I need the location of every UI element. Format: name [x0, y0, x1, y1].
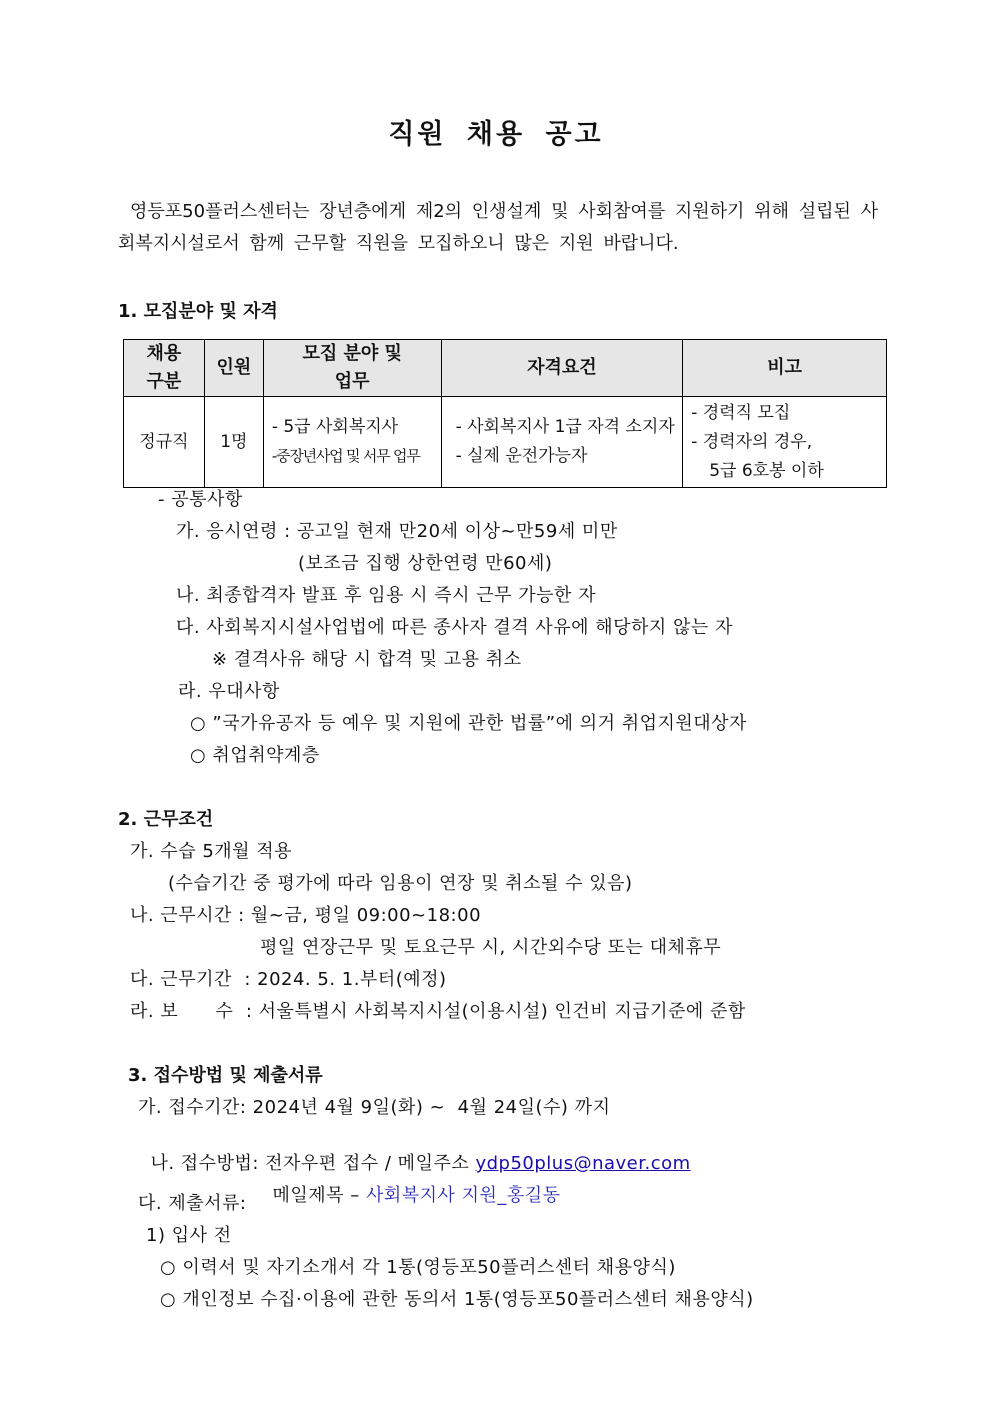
document-item: ○ 이력서 및 자기소개서 각 1통(영등포50플러스센터 채용양식) — [160, 1257, 676, 1278]
page-title: 직원 채용 공고 — [388, 119, 604, 150]
common-item: (보조금 집행 상한연령 만60세) — [298, 553, 553, 574]
common-label: - 공통사항 — [158, 489, 243, 510]
preference-item: ○ 취업취약계층 — [190, 745, 320, 766]
section-2-heading: 2. 근무조건 — [118, 809, 214, 830]
common-item: 다. 사회복지시설사업법에 따른 종사자 결격 사유에 해당하지 않는 자 — [176, 617, 733, 638]
documents-label: 다. 제출서류: — [138, 1193, 247, 1214]
col-header-type: 채용 구분 — [124, 340, 205, 397]
condition-item: 라. 보 수 : 서울특별시 사회복지시설(이용시설) 인건비 지급기준에 준함 — [130, 1001, 746, 1022]
table-header-row — [124, 340, 887, 397]
common-item: 가. 응시연령 : 공고일 현재 만20세 이상~만59세 미만 — [176, 521, 618, 542]
mail-subject-example: 사회복지사 지원_홍길동 — [365, 1185, 561, 1206]
common-item: 나. 최종합격자 발표 후 임용 시 즉시 근무 가능한 자 — [176, 585, 596, 606]
before-hire-label: 1) 입사 전 — [146, 1225, 232, 1246]
recruitment-table — [123, 339, 887, 488]
condition-item: 가. 수습 5개월 적용 — [130, 841, 293, 862]
email-link[interactable]: ydp50plus@naver.com — [475, 1153, 691, 1174]
condition-item: 나. 근무시간 : 월~금, 평일 09:00~18:00 — [130, 905, 482, 926]
col-header-count: 인원 — [204, 340, 263, 397]
table-row — [124, 397, 887, 488]
preference-item: ○ ”국가유공자 등 예우 및 지원에 관한 법률”에 의거 취업지원대상자 — [190, 713, 747, 734]
intro-paragraph: 영등포50플러스센터는 장년층에게 제2의 인생설계 및 사회참여를 지원하기 위해 설립된 사회복지시설로서 함께 근무할 직원을 모집하오니 많은 지원 바랍니다. — [118, 201, 878, 254]
application-period: 가. 접수기간: 2024년 4월 9일(화) ~ 4월 24일(수) 까지 — [138, 1097, 611, 1118]
condition-item: 다. 근무기간 : 2024. 5. 1.부터(예정) — [130, 969, 447, 990]
cell-count: 1명 — [204, 397, 263, 488]
application-method: 나. 접수방법: 전자우편 접수 / 메일주소 ydp50plus@naver.com — [150, 1153, 691, 1174]
cell-type: 정규직 — [124, 397, 205, 488]
section-1-heading: 1. 모집분야 및 자격 — [118, 301, 278, 322]
common-note: ※ 결격사유 해당 시 합격 및 고용 취소 — [212, 649, 522, 670]
common-item: 라. 우대사항 — [178, 681, 280, 702]
document-item: ○ 개인정보 수집·이용에 관한 동의서 1통(영등포50플러스센터 채용양식) — [160, 1289, 754, 1310]
section-3-heading: 3. 접수방법 및 제출서류 — [128, 1065, 323, 1086]
cell-field: - 5급 사회복지사 -중장년사업 및 서무 업무 — [263, 397, 441, 488]
mail-subject: 메일제목 – 사회복지사 지원_홍길동 — [272, 1185, 561, 1206]
cell-qualifications: - 사회복지사 1급 자격 소지자 - 실제 운전가능자 — [441, 397, 683, 488]
col-header-remarks: 비고 — [683, 340, 887, 397]
col-header-field: 모집 분야 및 업무 — [263, 340, 441, 397]
cell-remarks: - 경력직 모집 - 경력자의 경우, 5급 6호봉 이하 — [683, 397, 887, 488]
col-header-qualifications: 자격요건 — [441, 340, 683, 397]
condition-note: 평일 연장근무 및 토요근무 시, 시간외수당 또는 대체휴무 — [260, 937, 722, 958]
condition-note: (수습기간 중 평가에 따라 임용이 연장 및 취소될 수 있음) — [168, 873, 633, 894]
